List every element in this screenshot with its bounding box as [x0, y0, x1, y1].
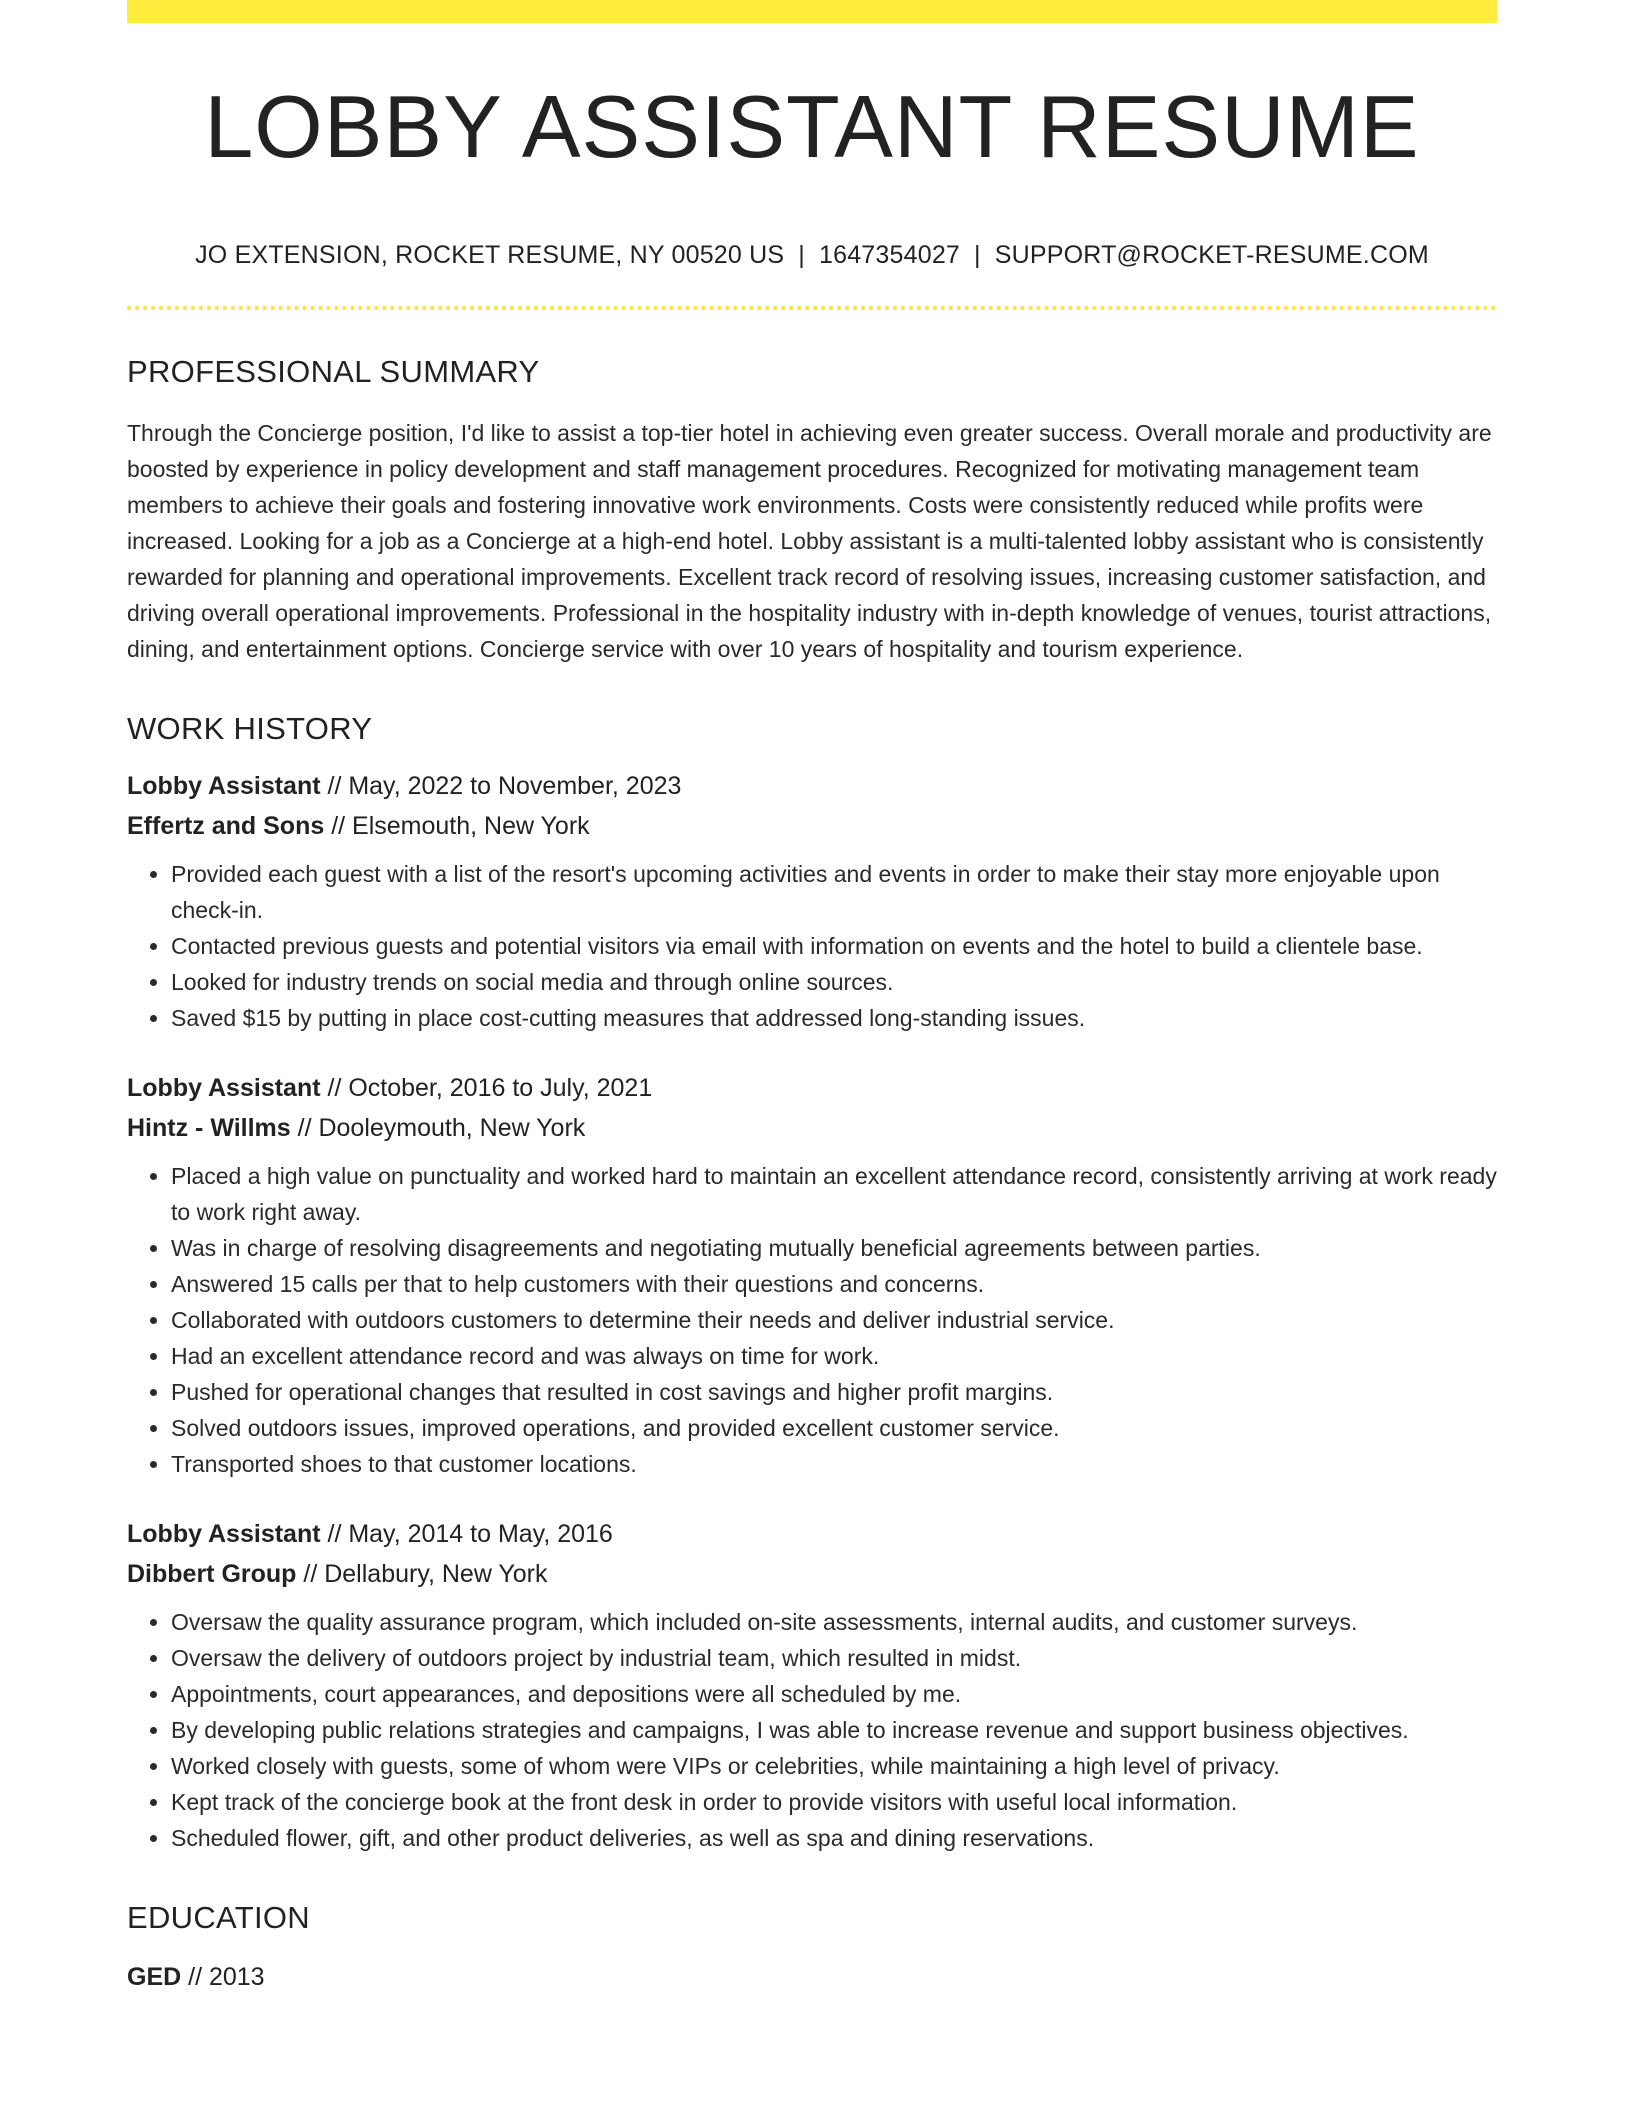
education-heading: EDUCATION	[127, 1900, 310, 1935]
job-title: Lobby Assistant	[127, 1074, 321, 1102]
contact-separator: |	[974, 241, 981, 269]
job-bullet: • Answered 15 calls per that to help customers with their questions and concerns.	[171, 1266, 1497, 1302]
job-title: Lobby Assistant	[127, 772, 321, 800]
job-bullet: • By developing public relations strategies and campaigns, I was able to increase revenue and support business objectives.	[171, 1712, 1497, 1748]
contact-phone: 1647354027	[819, 241, 961, 269]
page-title: LOBBY ASSISTANT RESUME	[204, 77, 1420, 176]
job-company: Effertz and Sons	[127, 812, 325, 840]
resume-page	[127, 0, 1497, 1997]
job-company: Dibbert Group	[127, 1560, 297, 1588]
job-bullet: • Saved $15 by putting in place cost-cutting measures that addressed long-standing issues.	[171, 1000, 1497, 1036]
job-company-line	[127, 1108, 1497, 1148]
summary-text: Through the Concierge position, I'd like to assist a top-tier hotel in achieving even greater success. Overall morale and productivity are boosted by experience in policy development and staff management procedures. Recognized for motivating management team members to achieve their goals and fostering innovative work environments. Costs were consistently reduced while profits were increased. Looking for a job as a Concierge at a high-end hotel. Lobby assistant is a multi-talented lobby assistant who is consistently rewarded for planning and operational improvements. Excellent track record of resolving issues, increasing customer satisfaction, and driving overall operational improvements. Professional in the hospitality industry with in-depth knowledge of venues, tourist attractions, dining, and entertainment options. Concierge service with over 10 years of hospitality and tourism experience.	[127, 420, 1492, 662]
job-title-line	[127, 766, 1497, 806]
job-bullet: • Was in charge of resolving disagreements and negotiating mutually beneficial agreements between parties.	[171, 1230, 1497, 1266]
job-company-line	[127, 806, 1497, 846]
job-dates: // May, 2014 to May, 2016	[320, 1520, 613, 1548]
job-bullet: • Kept track of the concierge book at the front desk in order to provide visitors with useful local information.	[171, 1784, 1497, 1820]
job-bullet: • Pushed for operational changes that resulted in cost savings and higher profit margins.	[171, 1374, 1497, 1410]
job-company-line	[127, 1554, 1497, 1594]
job-bullet: • Provided each guest with a list of the resort's upcoming activities and events in order to make their stay more enjoyable upon check-in.	[171, 856, 1497, 928]
job-title: Lobby Assistant	[127, 1520, 321, 1548]
education-degree: GED	[127, 1963, 182, 1991]
job-location: // Dellabury, New York	[296, 1560, 548, 1588]
job-bullet: • Transported shoes to that customer locations.	[171, 1446, 1497, 1482]
job-entry	[127, 1514, 1497, 1856]
education-entry	[127, 1957, 1497, 1997]
job-location: // Elsemouth, New York	[324, 812, 590, 840]
job-bullets	[127, 1158, 1497, 1482]
job-dates: // October, 2016 to July, 2021	[320, 1074, 653, 1102]
job-bullet: • Oversaw the delivery of outdoors project by industrial team, which resulted in midst.	[171, 1640, 1497, 1676]
contact-line	[127, 241, 1497, 270]
job-location: // Dooleymouth, New York	[290, 1114, 586, 1142]
job-bullet: • Looked for industry trends on social media and through online sources.	[171, 964, 1497, 1000]
job-dates: // May, 2022 to November, 2023	[320, 772, 682, 800]
job-title-line	[127, 1068, 1497, 1108]
job-bullets	[127, 1604, 1497, 1856]
job-bullet: • Contacted previous guests and potential visitors via email with information on events and the hotel to build a clientele base.	[171, 928, 1497, 964]
job-bullet: • Had an excellent attendance record and was always on time for work.	[171, 1338, 1497, 1374]
accent-bar	[127, 0, 1497, 23]
job-bullet: • Worked closely with guests, some of whom were VIPs or celebrities, while maintaining a high level of privacy.	[171, 1748, 1497, 1784]
job-bullet: • Appointments, court appearances, and depositions were all scheduled by me.	[171, 1676, 1497, 1712]
contact-address: JO EXTENSION, ROCKET RESUME, NY 00520 US	[195, 241, 785, 269]
job-bullet: • Oversaw the quality assurance program, which included on-site assessments, internal audits, and customer surveys.	[171, 1604, 1497, 1640]
job-bullet: • Placed a high value on punctuality and worked hard to maintain an excellent attendance record, consistently arriving at work ready to work right away.	[171, 1158, 1497, 1230]
job-bullet: • Solved outdoors issues, improved operations, and provided excellent customer service.	[171, 1410, 1497, 1446]
work-history-heading: WORK HISTORY	[127, 711, 373, 746]
job-bullet: • Scheduled flower, gift, and other product deliveries, as well as spa and dining reservations.	[171, 1820, 1497, 1856]
job-bullets	[127, 856, 1497, 1036]
education-year: // 2013	[181, 1963, 265, 1991]
dotted-divider	[127, 306, 1497, 310]
contact-email[interactable]: SUPPORT@ROCKET-RESUME.COM	[994, 241, 1429, 269]
summary-heading: PROFESSIONAL SUMMARY	[127, 354, 540, 389]
job-entry	[127, 1068, 1497, 1482]
job-entry	[127, 766, 1497, 1036]
job-title-line	[127, 1514, 1497, 1554]
job-bullet: • Collaborated with outdoors customers to determine their needs and deliver industrial service.	[171, 1302, 1497, 1338]
contact-separator: |	[798, 241, 805, 269]
job-company: Hintz - Willms	[127, 1114, 291, 1142]
